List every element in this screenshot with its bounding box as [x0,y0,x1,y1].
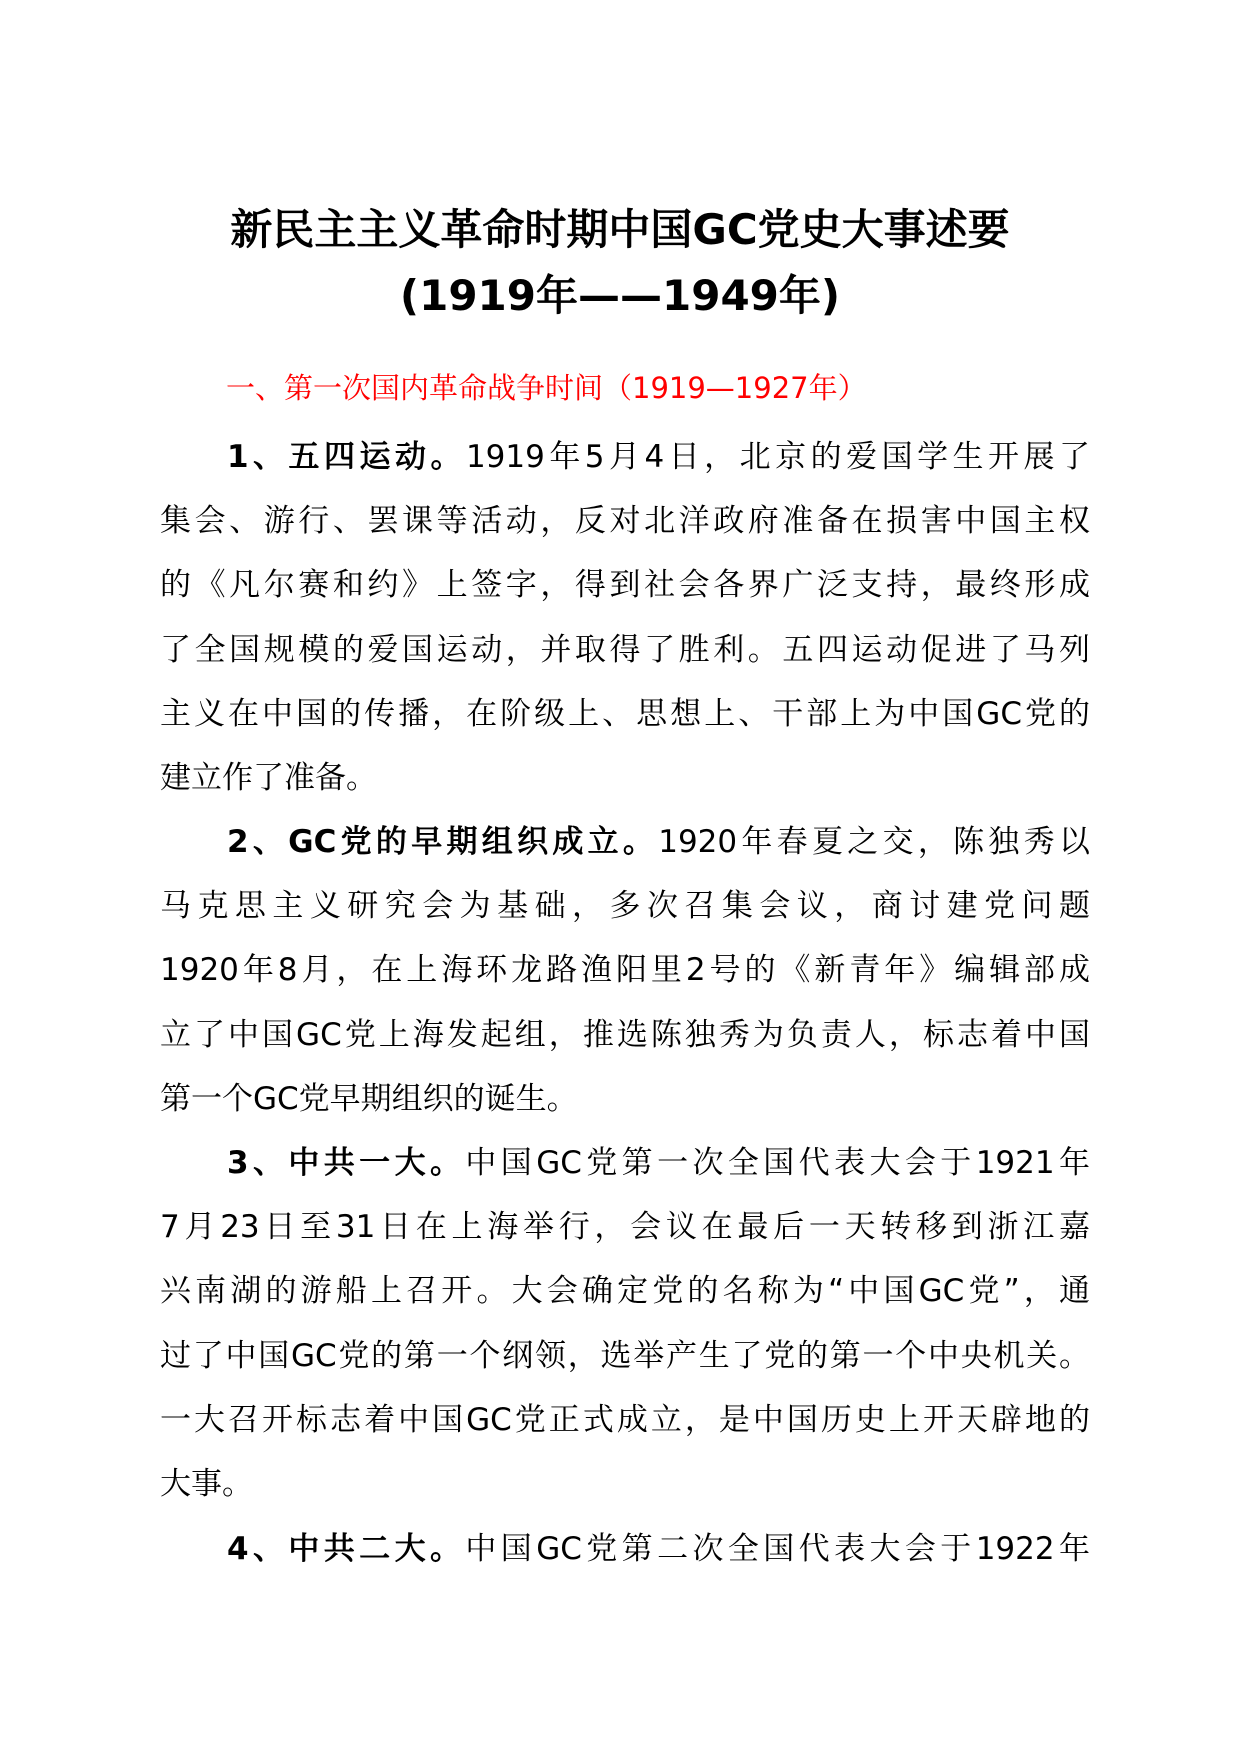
document-title-line-2: (1919年——1949年) [399,271,841,320]
paragraph-line: 一大召开标志着中国GC党正式成立，是中国历史上开天辟地的 [160,1401,1090,1438]
paragraph-text: 中国GC党第一次全国代表大会于1921年 [465,1145,1090,1181]
paragraph-first-line [160,425,1090,489]
section-heading: 一、第一次国内革命战争时间（1919—1927年） [226,371,867,405]
paragraph-heading: 4、中共二大。 [227,1531,466,1567]
paragraph-line: 主义在中国的传播，在阶级上、思想上、干部上为中国GC党的 [160,695,1090,732]
paragraph-line: 大事。 [160,1465,253,1502]
paragraph-line: 的《凡尔赛和约》上签字，得到社会各界广泛支持，最终形成 [160,567,1090,604]
paragraph-line: 7月23日至31日在上海举行，会议在最后一天转移到浙江嘉 [160,1209,1090,1246]
paragraph-first-line [160,810,1090,874]
paragraph-4 [160,1517,1090,1581]
paragraph-line: 过了中国GC党的第一个纲领，选举产生了党的第一个中央机关。 [160,1337,1090,1374]
paragraph-text: 1920年春夏之交，陈独秀以 [658,824,1090,860]
paragraph-line: 集会、游行、罢课等活动，反对北洋政府准备在损害中国主权 [160,503,1090,540]
paragraph-1 [160,425,1090,810]
paragraph-first-line [160,1517,1090,1581]
paragraph-2 [160,810,1090,1131]
paragraph-line: 建立作了准备。 [160,759,377,796]
paragraph-line: 兴南湖的游船上召开。大会确定党的名称为“中国GC党”，通 [160,1273,1090,1310]
paragraph-line: 马克思主义研究会为基础，多次召集会议，商讨建党问题 [160,888,1090,925]
paragraph-line: 1920年8月，在上海环龙路渔阳里2号的《新青年》编辑部成 [160,952,1090,989]
paragraph-3 [160,1131,1090,1516]
paragraph-text: 1919年5月4日，北京的爱国学生开展了 [465,439,1090,475]
paragraph-text: 中国GC党第二次全国代表大会于1922年 [465,1531,1090,1567]
paragraph-heading: 1、五四运动。 [227,439,466,475]
paragraph-first-line [160,1131,1090,1195]
paragraph-heading: 2、GC党的早期组织成立。 [227,824,659,860]
paragraph-line: 立了中国GC党上海发起组，推选陈独秀为负责人，标志着中国 [160,1016,1090,1053]
paragraph-line: 第一个GC党早期组织的诞生。 [160,1080,578,1117]
paragraph-line: 了全国规模的爱国运动，并取得了胜利。五四运动促进了马列 [160,631,1090,668]
document-title-line-1: 新民主主义革命时期中国GC党史大事述要 [230,205,1010,254]
paragraph-heading: 3、中共一大。 [227,1145,466,1181]
